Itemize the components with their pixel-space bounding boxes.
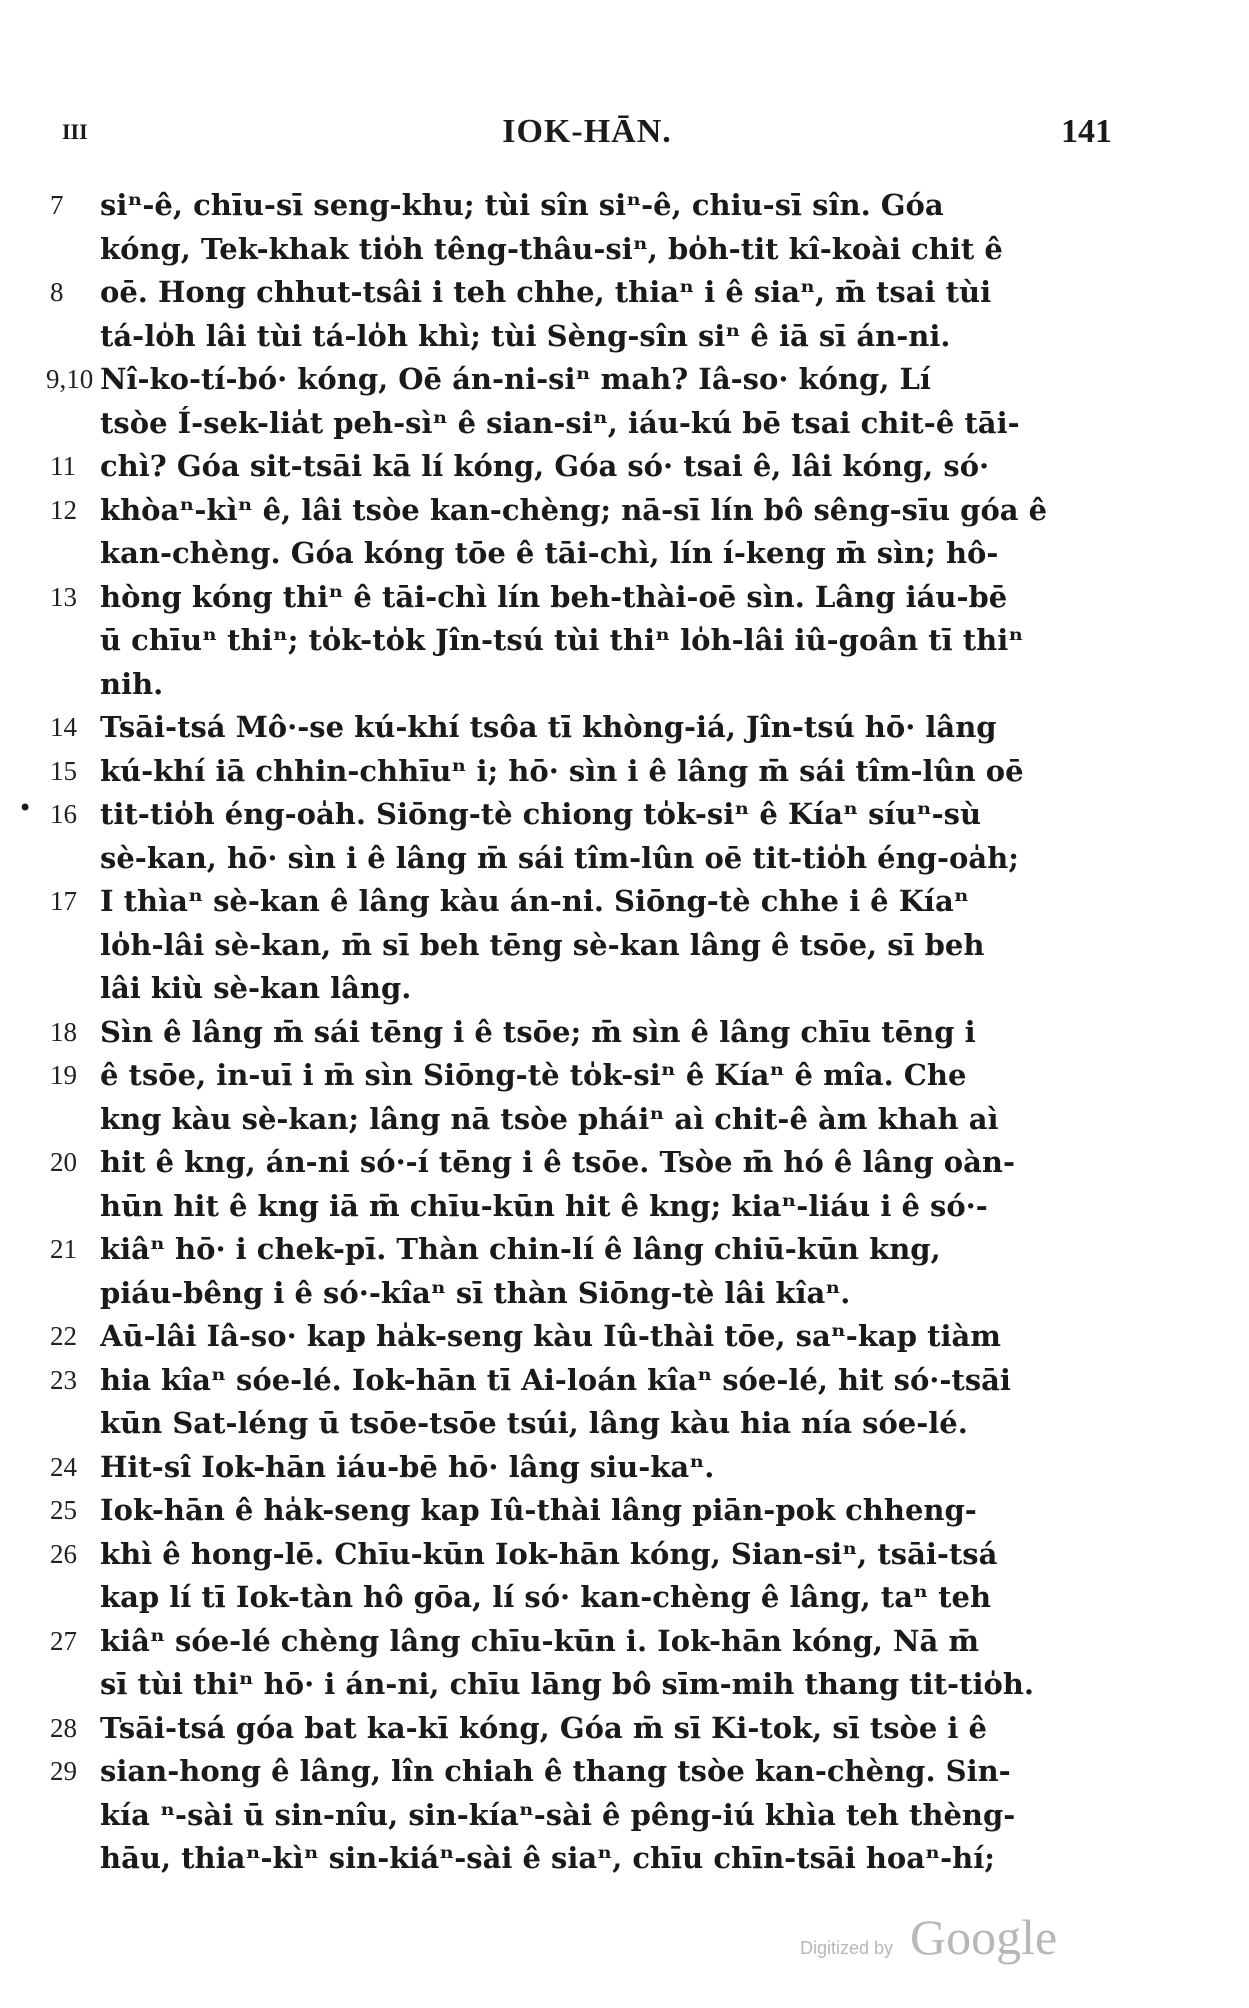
verse-number: 8: [50, 277, 64, 307]
text-line: [0, 710, 1249, 754]
line-text: khòaⁿ-kìⁿ ê, lâi tsòe kan-chèng; nā-sī lín bô sêng-sīu góa ê: [100, 492, 1048, 527]
line-text: kiâⁿ sóe-lé chèng lâng chīu-kūn i. Iok-hān kóng, Nā m̄: [100, 1623, 980, 1658]
text-line: [0, 1058, 1249, 1102]
text-line: [0, 667, 1249, 711]
text-line: [0, 884, 1249, 928]
line-text: Tsāi-tsá Mô·-se kú-khí tsôa tī khòng-iá, Jîn-tsú hō· lâng: [100, 710, 997, 744]
line-text: piáu-bêng i ê só·-kîaⁿ sī thàn Siōng-tè lâi kîaⁿ.: [100, 1275, 851, 1310]
text-line: [0, 1798, 1249, 1842]
text-line: [0, 1102, 1249, 1146]
line-text: hia kîaⁿ sóe-lé. Iok-hān tī Ai-loán kîaⁿ sóe-lé, hit só·-tsāi: [100, 1362, 1011, 1397]
text-line: [0, 1363, 1249, 1407]
running-header: [62, 113, 1112, 163]
verse-number: 7: [50, 190, 64, 220]
text-line: [0, 754, 1249, 798]
verse-number: 17: [50, 886, 77, 916]
text-line: [0, 1580, 1249, 1624]
verse-number: 27: [50, 1625, 77, 1656]
line-text: tsòe Í-sek-lia̍t peh-sìⁿ ê sian-siⁿ, iáu-kú bē tsai chit-ê tāi-: [100, 405, 1020, 440]
line-text: kú-khí iā chhin-chhīuⁿ i; hō· sìn i ê lâng m̄ sái tîm-lûn oē: [100, 753, 1024, 788]
digitized-watermark: [760, 1908, 1140, 1968]
verse-number: 25: [50, 1495, 77, 1525]
google-logo: Google: [910, 1909, 1058, 1965]
text-line: [0, 971, 1249, 1015]
line-text: kiâⁿ hō· i chek-pī. Thàn chin-lí ê lâng chiū-kūn kng,: [100, 1232, 941, 1266]
text-line: [0, 1145, 1249, 1189]
text-line: [0, 841, 1249, 885]
text-line: [0, 928, 1249, 972]
line-text: kía ⁿ-sài ū sin-nîu, sin-kíaⁿ-sài ê pêng-iú khìa teh thèng-: [100, 1797, 1016, 1832]
page-number: 141: [1061, 113, 1112, 150]
line-text: hūn hit ê kng iā m̄ chīu-kūn hit ê kng; kiaⁿ-liáu i ê só·-: [100, 1188, 988, 1223]
verse-number: 16: [50, 799, 77, 829]
verse-number: 18: [50, 1016, 77, 1047]
line-text: ê tsōe, in-uī i m̄ sìn Siōng-tè to̍k-siⁿ ê Kíaⁿ ê mîa. Che: [100, 1058, 967, 1092]
text-line: [0, 1232, 1249, 1276]
text-line: [0, 406, 1249, 450]
text-line: [0, 319, 1249, 363]
verse-number: 20: [50, 1147, 77, 1177]
body-text: [0, 188, 1249, 1885]
verse-number: 14: [50, 712, 77, 742]
page-title: IOK-HĀN.: [502, 113, 672, 150]
text-line: [0, 449, 1249, 493]
line-text: hòng kóng thiⁿ ê tāi-chì lín beh-thài-oē sìn. Lâng iáu-bē: [100, 579, 1008, 614]
text-line: [0, 1276, 1249, 1320]
text-line: [0, 362, 1249, 406]
line-text: tit-tio̍h éng-oa̍h. Siōng-tè chiong to̍k-siⁿ ê Kíaⁿ síuⁿ-sù: [100, 797, 982, 831]
text-line: [0, 493, 1249, 537]
line-text: sè-kan, hō· sìn i ê lâng m̄ sái tîm-lûn oē tit-tio̍h éng-oa̍h;: [100, 840, 1019, 875]
verse-number: 29: [50, 1756, 77, 1786]
verse-number: 28: [50, 1712, 77, 1743]
text-line: [0, 1841, 1249, 1885]
line-text: lo̍h-lâi sè-kan, m̄ sī beh tēng sè-kan lâng ê tsōe, sī beh: [100, 927, 985, 962]
line-text: Hit-sî Iok-hān iáu-bē hō· lâng siu-kaⁿ.: [100, 1449, 715, 1484]
text-line: [0, 1667, 1249, 1711]
text-line: [0, 580, 1249, 624]
line-text: Sìn ê lâng m̄ sái tēng i ê tsōe; m̄ sìn ê lâng chīu tēng i: [100, 1014, 976, 1049]
text-line: [0, 1537, 1249, 1581]
text-line: [0, 1189, 1249, 1233]
verse-number: 23: [50, 1364, 77, 1395]
line-text: Tsāi-tsá góa bat ka-kī kóng, Góa m̄ sī Ki-tok, sī tsòe i ê: [100, 1710, 987, 1745]
text-line: [0, 1754, 1249, 1798]
line-text: kan-chèng. Góa kóng tōe ê tāi-chì, lín í-keng m̄ sìn; hô-: [100, 536, 999, 570]
text-line: [0, 1319, 1249, 1363]
verse-number: 13: [50, 581, 77, 612]
verse-number: 12: [50, 494, 77, 525]
line-text: kūn Sat-léng ū tsōe-tsōe tsúi, lâng kàu hia nía sóe-lé.: [100, 1406, 968, 1440]
line-text: chì? Góa sit-tsāi kā lí kóng, Góa só· tsai ê, lâi kóng, só·: [100, 449, 990, 483]
line-text: sī tùi thiⁿ hō· i án-ni, chīu lāng bô sīm-mih thang tit-tio̍h.: [100, 1667, 1034, 1701]
text-line: [0, 232, 1249, 276]
text-line: [0, 1406, 1249, 1450]
verse-number: 15: [50, 755, 77, 786]
line-text: kng kàu sè-kan; lâng nā tsòe pháiⁿ aì chit-ê àm khah aì: [100, 1101, 999, 1136]
line-text: siⁿ-ê, chīu-sī seng-khu; tùi sîn siⁿ-ê, chiu-sī sîn. Góa: [100, 188, 944, 222]
text-line: [0, 1450, 1249, 1494]
line-text: Iok-hān ê ha̍k-seng kap Iû-thài lâng piān-pok chheng-: [100, 1493, 977, 1527]
verse-number: 21: [50, 1234, 77, 1264]
line-text: hāu, thiaⁿ-kìⁿ sin-kiáⁿ-sài ê siaⁿ, chīu chīn-tsāi hoaⁿ-hí;: [100, 1841, 995, 1875]
text-line: [0, 1493, 1249, 1537]
line-text: lâi kiù sè-kan lâng.: [100, 971, 412, 1005]
text-line: [0, 188, 1249, 232]
text-line: [0, 275, 1249, 319]
text-line: [0, 623, 1249, 667]
digitized-label: Digitized by: [800, 1938, 894, 1958]
verse-number: 11: [50, 451, 76, 481]
line-text: kap lí tī Iok-tàn hô gōa, lí só· kan-chèng ê lâng, taⁿ teh: [100, 1580, 992, 1614]
margin-bullet: •: [18, 794, 33, 822]
line-text: hit ê kng, án-ni só·-í tēng i ê tsōe. Tsòe m̄ hó ê lâng oàn-: [100, 1145, 1015, 1179]
verse-number: 9,10: [46, 364, 94, 394]
line-text: Nî-ko-tí-bó· kóng, Oē án-ni-siⁿ mah? Iâ-so· kóng, Lí: [100, 362, 931, 396]
verse-number: 26: [50, 1538, 77, 1569]
chapter-numeral: III: [62, 119, 88, 144]
line-text: ū chīuⁿ thiⁿ; to̍k-to̍k Jîn-tsú tùi thiⁿ lo̍h-lâi iû-goân tī thiⁿ: [100, 623, 1024, 657]
line-text: khì ê hong-lē. Chīu-kūn Iok-hān kóng, Sian-siⁿ, tsāi-tsá: [100, 1536, 998, 1571]
text-line: [0, 536, 1249, 580]
verse-number: 22: [50, 1321, 77, 1351]
verse-number: 19: [50, 1060, 77, 1090]
line-text: kóng, Tek-khak tio̍h têng-thâu-siⁿ, bo̍h-tit kî-koài chit ê: [100, 231, 1003, 266]
verse-number: 24: [50, 1451, 77, 1482]
text-line: [0, 797, 1249, 841]
line-text: tá-lo̍h lâi tùi tá-lo̍h khì; tùi Sèng-sîn siⁿ ê iā sī án-ni.: [100, 318, 951, 353]
line-text: Aū-lâi Iâ-so· kap ha̍k-seng kàu Iû-thài tōe, saⁿ-kap tiàm: [100, 1319, 1001, 1353]
text-line: [0, 1711, 1249, 1755]
line-text: sian-hong ê lâng, lîn chiah ê thang tsòe kan-chèng. Sin-: [100, 1754, 1011, 1788]
line-text: nih.: [100, 666, 164, 701]
text-line: [0, 1015, 1249, 1059]
line-text: oē. Hong chhut-tsâi i teh chhe, thiaⁿ i ê siaⁿ, m̄ tsai tùi: [100, 275, 992, 309]
line-text: I thìaⁿ sè-kan ê lâng kàu án-ni. Siōng-tè chhe i ê Kíaⁿ: [100, 884, 969, 918]
text-line: [0, 1624, 1249, 1668]
